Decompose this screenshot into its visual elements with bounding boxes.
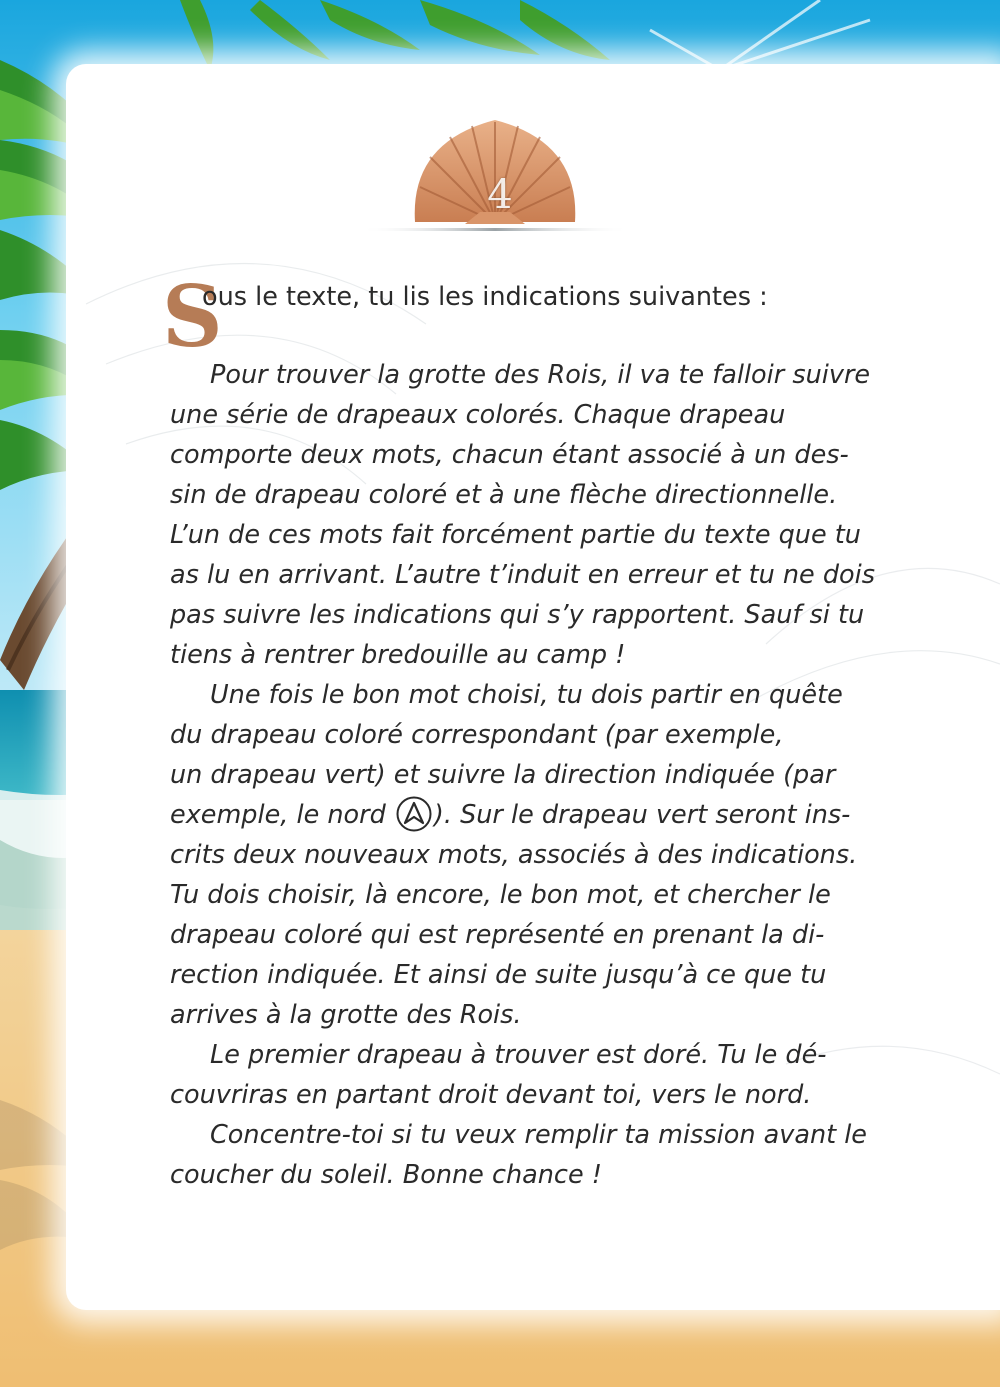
text-line: comporte deux mots, chacun étant associé à un des- xyxy=(170,440,849,470)
text-line: sin de drapeau coloré et à une flèche directionnelle. xyxy=(170,480,838,510)
text-fragment: exemple, le nord xyxy=(170,800,394,830)
text-line: Une fois le bon mot choisi, tu dois partir en quête xyxy=(210,680,843,710)
text-line: Concentre-toi si tu veux remplir ta mission avant le xyxy=(210,1120,867,1150)
text-line xyxy=(170,795,882,835)
text-line: couvriras en partant droit devant toi, vers le nord. xyxy=(170,1080,812,1110)
paragraph-2 xyxy=(170,675,882,1035)
paragraph-3 xyxy=(170,1035,882,1115)
text-line: un drapeau vert) et suivre la direction indiquée (par xyxy=(170,760,836,790)
text-line: Pour trouver la grotte des Rois, il va te falloir suivre xyxy=(210,360,871,390)
text-line: L’un de ces mots fait forcément partie du texte que tu xyxy=(170,520,861,550)
text-line: Le premier drapeau à trouver est doré. Tu le dé- xyxy=(210,1040,827,1070)
text-line: pas suivre les indications qui s’y rapportent. Sauf si tu xyxy=(170,600,865,630)
text-line: arrives à la grotte des Rois. xyxy=(170,1000,522,1030)
text-line: crits deux nouveaux mots, associés à des indications. xyxy=(170,840,858,870)
text-line: drapeau coloré qui est représenté en prenant la di- xyxy=(170,920,825,950)
north-arrow-icon xyxy=(395,795,433,833)
page-text xyxy=(162,267,882,1195)
intro-line xyxy=(162,267,882,366)
text-line: rection indiquée. Et ainsi de suite jusqu’à ce que tu xyxy=(170,960,827,990)
paragraph-1 xyxy=(170,355,882,675)
text-line: as lu en arrivant. L’autre t’induit en erreur et tu ne dois xyxy=(170,560,875,590)
paragraph-4 xyxy=(170,1115,882,1195)
chapter-number: 4 xyxy=(487,172,513,218)
text-line: Tu dois choisir, là encore, le bon mot, et chercher le xyxy=(170,880,831,910)
text-fragment: ). Sur le drapeau vert seront ins- xyxy=(433,800,851,830)
drop-cap: S xyxy=(162,267,223,366)
text-line: coucher du soleil. Bonne chance ! xyxy=(170,1160,602,1190)
text-line: une série de drapeaux colorés. Chaque drapeau xyxy=(170,400,786,430)
text-line: tiens à rentrer bredouille au camp ! xyxy=(170,640,626,670)
text-line: du drapeau coloré correspondant (par exemple, xyxy=(170,720,784,750)
intro-text: ous le texte, tu lis les indications suivantes : xyxy=(202,282,768,312)
